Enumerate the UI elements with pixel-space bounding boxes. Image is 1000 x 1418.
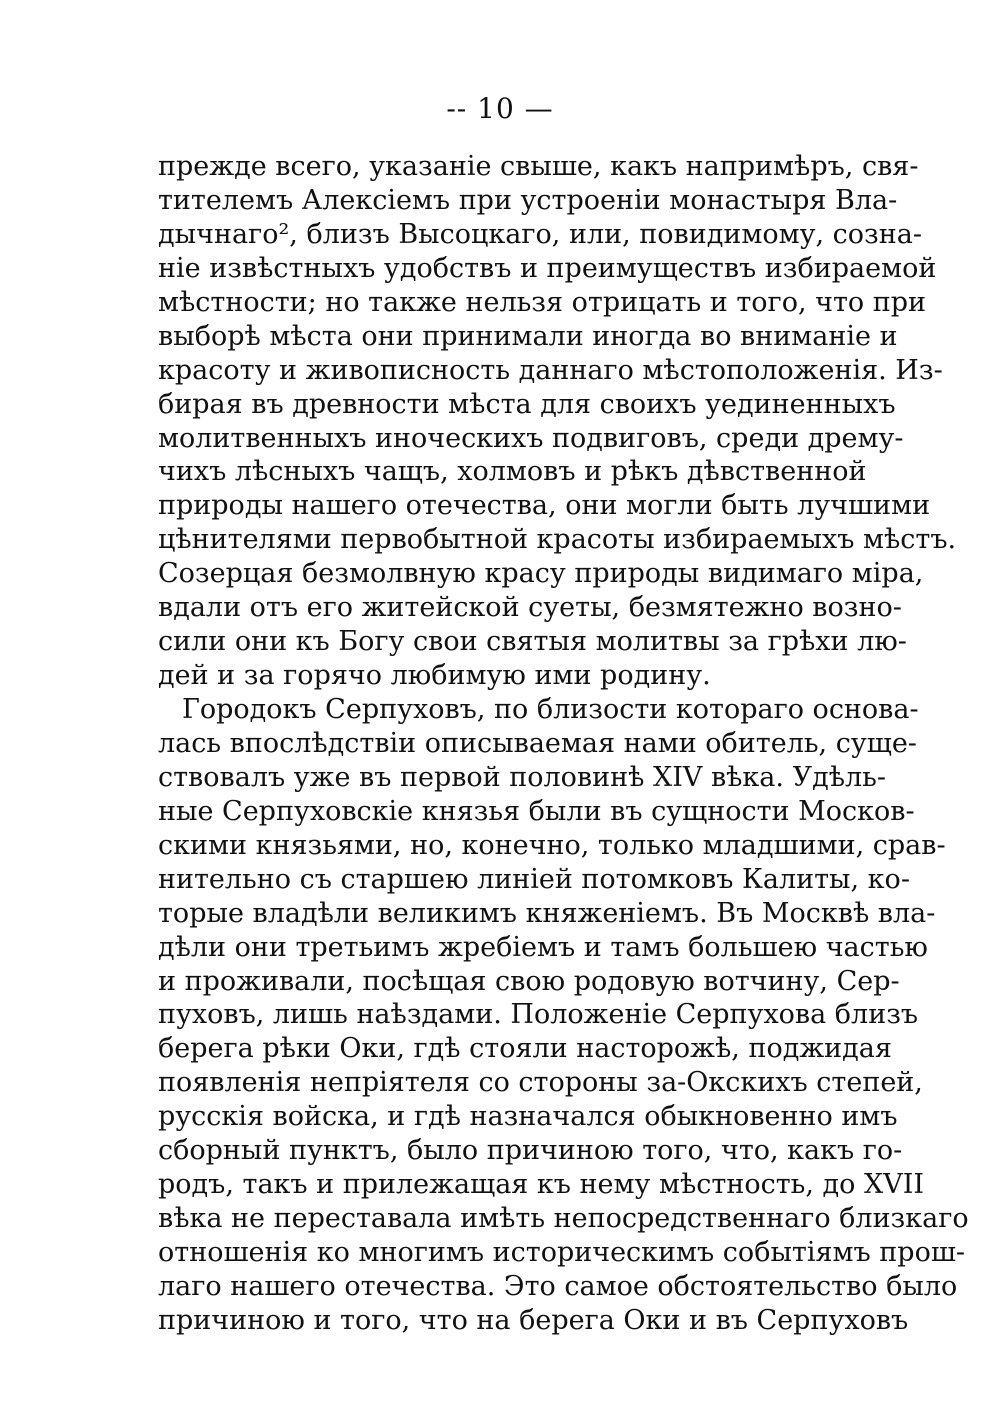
text-line: вдали отъ его житейской суеты, безмятежно возно- <box>158 592 902 624</box>
text-line: пуховъ, лишь наѣздами. Положеніе Серпухова близъ <box>158 999 919 1031</box>
text-line: ніе извѣстныхъ удобствъ и преимуществъ избираемой <box>158 252 937 284</box>
text-line: природы нашего отечества, они могли быть лучшими <box>158 490 931 522</box>
paragraph-last-line: дей и за горячо любимую ими родину. <box>158 660 711 692</box>
text-line: тителемъ Алексіемъ при устроеніи монастыря Вла- <box>158 184 898 216</box>
text-line: дычнаго², близъ Высоцкаго, или, повидимому, созна- <box>158 218 922 250</box>
text-line: появленія непріятеля со стороны за-Окскихъ степей, <box>158 1067 923 1099</box>
text-line: прежде всего, указаніе свыше, какъ напримѣръ, свя- <box>158 151 919 182</box>
text-line: русскія войска, и гдѣ назначался обыкновенно имъ <box>158 1101 898 1133</box>
text-line: чихъ лѣсныхъ чащъ, холмовъ и рѣкъ дѣвственной <box>158 456 867 488</box>
text-line: торые владѣли великимъ княженіемъ. Въ Москвѣ вла- <box>158 897 936 929</box>
text-line: сборный пунктъ, было причиною того, что, какъ го- <box>158 1135 903 1167</box>
text-line: Созерцая безмолвную красу природы видимаго міра, <box>158 558 924 590</box>
text-line: вѣка не переставала имѣть непосредственнаго близкаго <box>158 1203 969 1235</box>
text-line: и проживали, посѣщая свою родовую вотчину, Сер- <box>158 965 900 997</box>
text-line: дѣли они третьимъ жребіемъ и тамъ большею частью <box>158 931 928 963</box>
text-line: берега рѣки Оки, гдѣ стояли насторожѣ, поджидая <box>158 1033 892 1065</box>
text-line: молитвенныхъ иноческихъ подвиговъ, среди дрему- <box>158 422 904 454</box>
text-line: красоту и живописность даннаго мѣстоположенія. Из- <box>158 354 943 386</box>
body-text <box>158 150 969 1338</box>
text-line: выборѣ мѣста они принимали иногда во вниманіе и <box>158 320 898 352</box>
text-line: нительно съ старшею линіей потомковъ Калиты, ко- <box>158 863 910 895</box>
text-line: мѣстности; но также нельзя отрицать и того, что при <box>158 286 927 318</box>
text-line: родъ, такъ и прилежащая къ нему мѣстность, до XVII <box>158 1169 925 1201</box>
text-line: ствовалъ уже въ первой половинѣ XIV вѣка. Удѣль- <box>158 761 886 793</box>
text-line: скими князьями, но, конечно, только младшими, срав- <box>158 829 946 861</box>
text-line: причиною и того, что на берега Оки и въ Серпуховъ <box>158 1304 909 1336</box>
text-line: бирая въ древности мѣста для своихъ уединенныхъ <box>158 388 896 420</box>
page-number: -- 10 — <box>446 92 554 125</box>
text-line: сили они къ Богу свои святыя молитвы за грѣхи лю- <box>158 626 907 658</box>
text-line: лась впослѣдствіи описываемая нами обитель, суще- <box>158 727 917 759</box>
text-line: ные Серпуховскіе князья были въ сущности Москов- <box>158 795 915 827</box>
text-line: отношенія ко многимъ историческимъ событіямъ прош- <box>158 1237 966 1268</box>
text-line: лаго нашего отечества. Это самое обстоятельство было <box>158 1270 958 1302</box>
paragraph-first-line: Городокъ Серпуховъ, по близости котораго основа- <box>182 694 919 725</box>
text-line: цѣнителями первобытной красоты избираемыхъ мѣстъ. <box>158 524 957 556</box>
